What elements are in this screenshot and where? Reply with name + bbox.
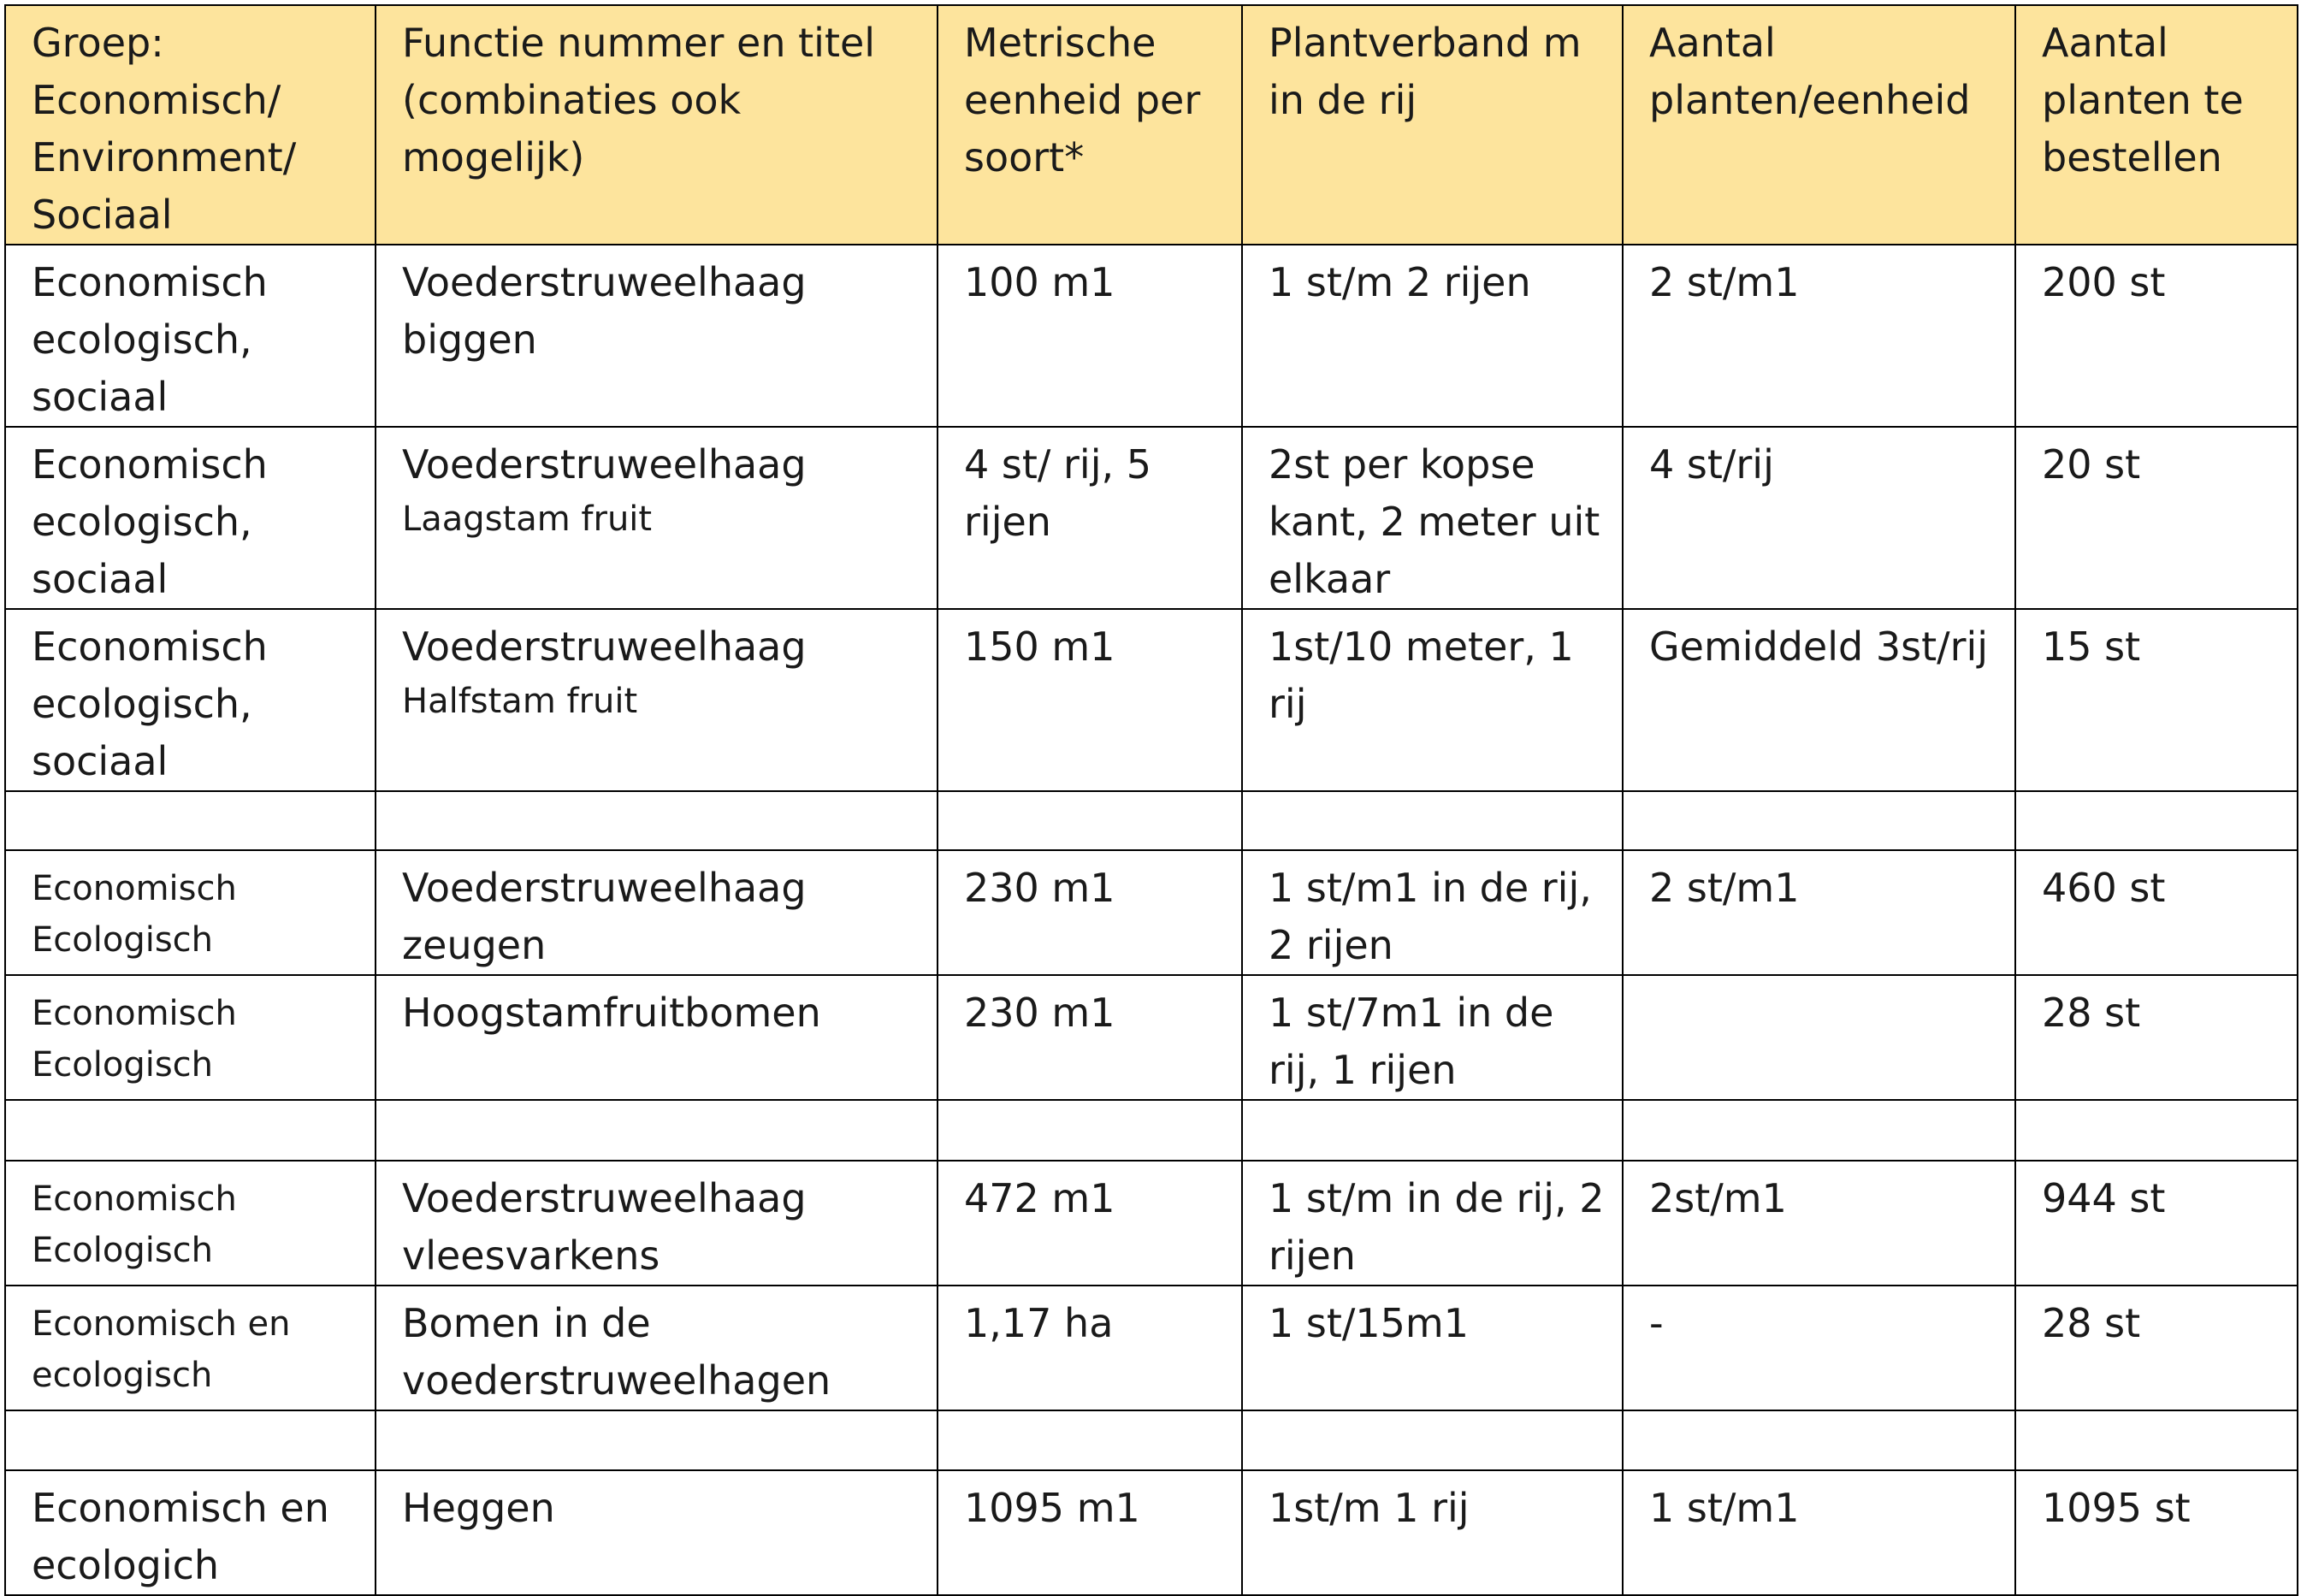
cell-groep: Economisch en ecologisch [5,1286,376,1410]
table-row [5,975,2298,1100]
cell-functie [376,1286,938,1410]
cell-eenheid: 230 m1 [938,850,1242,975]
cell-functie [376,850,938,975]
cell-bestellen: 15 st [2015,609,2298,791]
cell-aantal: Gemiddeld 3st/rij [1623,609,2015,791]
cell-aantal: 1 st/m1 [1623,1470,2015,1595]
functie-title: Voederstruweelhaag biggen [402,259,807,363]
cell-eenheid: 4 st/ rij, 5 rijen [938,427,1242,609]
cell-eenheid: 1095 m1 [938,1470,1242,1595]
header-aantal: Aantal planten/eenheid [1623,5,2015,245]
functie-title: Heggen [402,1485,555,1531]
cell-aantal: 2st/m1 [1623,1161,2015,1286]
header-functie: Functie nummer en titel (combinaties ook mogelijk) [376,5,938,245]
cell-aantal: 2 st/m1 [1623,245,2015,427]
cell-groep: Economisch en ecologich [5,1470,376,1595]
functie-subtitle: Halfstam fruit [402,682,638,721]
cell-eenheid: 150 m1 [938,609,1242,791]
table-row [5,245,2298,427]
cell-bestellen: 1095 st [2015,1470,2298,1595]
cell-bestellen: 200 st [2015,245,2298,427]
cell-eenheid: 230 m1 [938,975,1242,1100]
cell-plantverband: 1st/m 1 rij [1242,1470,1623,1595]
functie-title: Hoogstamfruitbomen [402,990,821,1036]
header-groep: Groep: Economisch/ Environment/ Sociaal [5,5,376,245]
cell-groep: Economisch ecologisch, sociaal [5,245,376,427]
cell-plantverband: 2st per kopse kant, 2 meter uit elkaar [1242,427,1623,609]
cell-bestellen: 28 st [2015,975,2298,1100]
cell-bestellen: 20 st [2015,427,2298,609]
cell-bestellen: 460 st [2015,850,2298,975]
cell-functie [376,245,938,427]
cell-aantal: - [1623,1286,2015,1410]
cell-functie [376,975,938,1100]
cell-aantal [1623,975,2015,1100]
table-row [5,609,2298,791]
functie-title: Voederstruweelhaag zeugen [402,865,807,968]
cell-bestellen: 944 st [2015,1161,2298,1286]
functie-title: Voederstruweelhaag vleesvarkens [402,1175,807,1279]
cell-functie [376,427,938,609]
functie-title: Voederstruweelhaag [402,441,807,488]
cell-plantverband: 1 st/7m1 in de rij, 1 rijen [1242,975,1623,1100]
table-row [5,1286,2298,1410]
cell-groep: Economisch ecologisch, sociaal [5,427,376,609]
cell-functie [376,1470,938,1595]
header-bestellen: Aantal planten te bestellen [2015,5,2298,245]
cell-plantverband: 1 st/m1 in de rij, 2 rijen [1242,850,1623,975]
functie-title: Bomen in de voederstruweelhagen [402,1300,831,1404]
cell-groep: Economisch ecologisch, sociaal [5,609,376,791]
header-row [5,5,2298,245]
cell-plantverband: 1 st/15m1 [1242,1286,1623,1410]
cell-groep: Economisch Ecologisch [5,975,376,1100]
cell-groep: Economisch Ecologisch [5,1161,376,1286]
table-row [5,1470,2298,1595]
planting-table [4,4,2298,1596]
cell-plantverband: 1 st/m in de rij, 2 rijen [1242,1161,1623,1286]
cell-bestellen: 28 st [2015,1286,2298,1410]
empty-row [5,1100,2298,1161]
table-row [5,427,2298,609]
header-eenheid: Metrische eenheid per soort* [938,5,1242,245]
cell-eenheid: 472 m1 [938,1161,1242,1286]
header-plantverband: Plantverband m in de rij [1242,5,1623,245]
cell-plantverband: 1st/10 meter, 1 rij [1242,609,1623,791]
cell-plantverband: 1 st/m 2 rijen [1242,245,1623,427]
cell-aantal: 2 st/m1 [1623,850,2015,975]
cell-functie [376,609,938,791]
cell-groep: Economisch Ecologisch [5,850,376,975]
cell-functie [376,1161,938,1286]
empty-row [5,791,2298,850]
cell-eenheid: 1,17 ha [938,1286,1242,1410]
table-row [5,1161,2298,1286]
cell-eenheid: 100 m1 [938,245,1242,427]
table-row [5,850,2298,975]
cell-aantal: 4 st/rij [1623,427,2015,609]
functie-title: Voederstruweelhaag [402,624,807,670]
functie-subtitle: Laagstam fruit [402,499,653,539]
empty-row [5,1410,2298,1470]
